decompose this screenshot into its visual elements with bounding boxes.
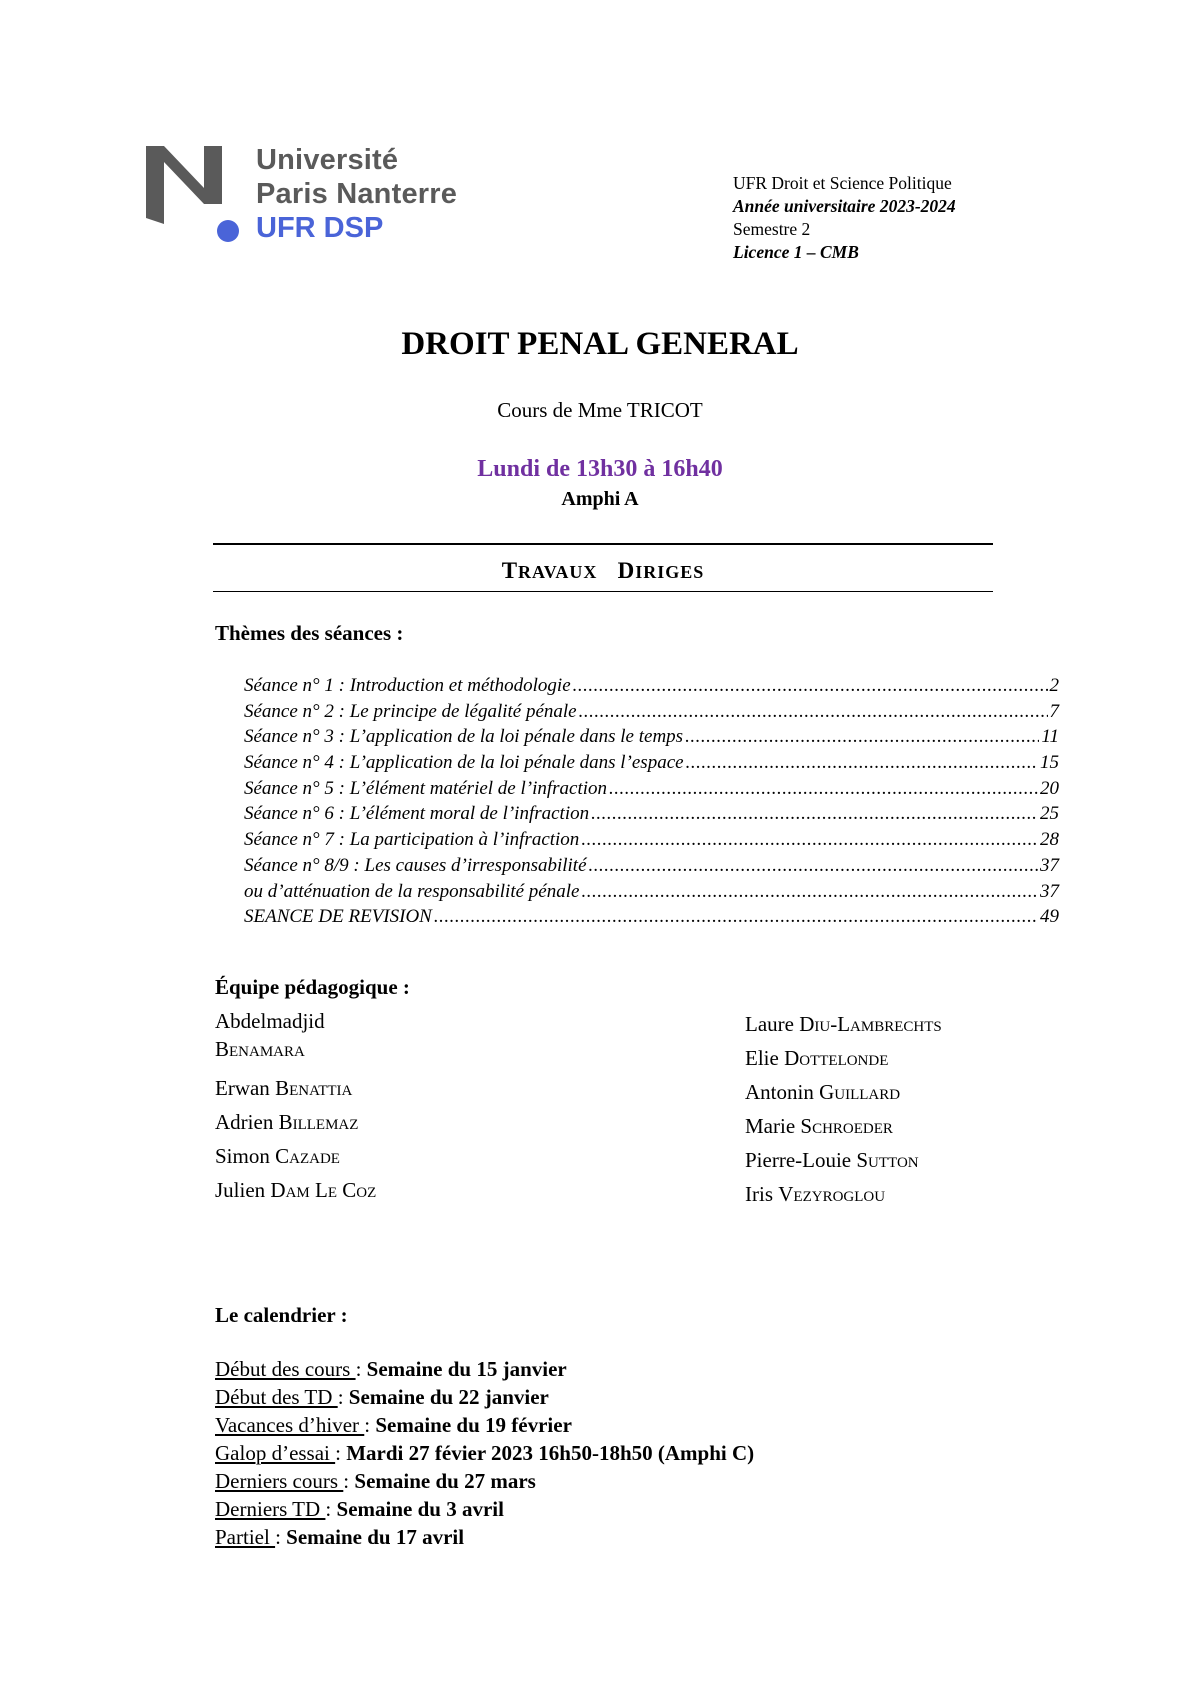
team-list-left [215, 1007, 495, 1207]
team-member: Antonin Guillard [745, 1080, 901, 1104]
calendar-item: Derniers cours : Semaine du 27 mars [215, 1469, 536, 1493]
team-member: Pierre-Louie Sutton [745, 1148, 919, 1172]
themes-heading: Thèmes des séances : [215, 621, 404, 645]
course-room: Amphi A [561, 488, 639, 510]
header-academic-year: Année universitaire 2023-2024 [733, 196, 956, 216]
team-heading: Équipe pédagogique : [215, 975, 410, 999]
header-ufr: UFR Droit et Science Politique [733, 173, 952, 193]
toc-entry[interactable]: ou d’atténuation de la responsabilité pénale ..... 37 [244, 881, 1059, 907]
toc-entry[interactable]: Séance n° 2 : Le principe de légalité pénale ..... 7 [244, 701, 1059, 727]
toc-entry[interactable]: Séance n° 1 : Introduction et méthodologie ..... 2 [244, 675, 1059, 701]
team-member: Abdelmadjid Benamara [215, 1009, 325, 1061]
banner-top-rule [213, 543, 993, 545]
toc-entry[interactable]: SEANCE DE REVISION ..... 49 [244, 906, 1059, 932]
toc-entry[interactable]: Séance n° 5 : L’élément matériel de l’infraction ..... 20 [244, 778, 1059, 804]
team-member: Julien Dam Le Coz [215, 1178, 377, 1202]
team-list-right [745, 1007, 1105, 1211]
logo-dot-icon [217, 220, 239, 242]
course-teacher: Cours de Mme TRICOT [497, 398, 703, 422]
calendar-item: Derniers TD : Semaine du 3 avril [215, 1497, 504, 1521]
calendar-item: Galop d’essai : Mardi 27 févier 2023 16h50-18h50 (Amphi C) [215, 1441, 755, 1465]
team-member: Iris Vezyroglou [745, 1182, 886, 1206]
logo-paris-nanterre-text: Paris Nanterre [256, 178, 458, 210]
calendar-item: Vacances d’hiver : Semaine du 19 février [215, 1413, 572, 1437]
calendar-item: Début des TD : Semaine du 22 janvier [215, 1385, 549, 1409]
document-title: DROIT PENAL GENERAL [401, 326, 799, 362]
table-of-contents [244, 675, 1059, 932]
team-member: Marie Schroeder [745, 1114, 893, 1138]
toc-entry[interactable]: Séance n° 6 : L’élément moral de l’infraction ..... 25 [244, 803, 1059, 829]
header-info [733, 172, 956, 264]
calendar-item: Partiel : Semaine du 17 avril [215, 1525, 465, 1549]
toc-entry[interactable]: Séance n° 4 : L’application de la loi pénale dans l’espace ..... 15 [244, 752, 1059, 778]
header-semester: Semestre 2 [733, 219, 811, 239]
calendar-heading: Le calendrier : [215, 1303, 348, 1327]
team-member: Erwan Benattia [215, 1076, 353, 1100]
toc-entry[interactable]: Séance n° 8/9 : Les causes d’irresponsabilité ..... 37 [244, 855, 1059, 881]
nanterre-logo-mark-icon [146, 146, 238, 224]
course-schedule: Lundi de 13h30 à 16h40 [477, 456, 723, 482]
calendar-item: Début des cours : Semaine du 15 janvier [215, 1357, 567, 1381]
team-member: Simon Cazade [215, 1144, 340, 1168]
team-member: Elie Dottelonde [745, 1046, 889, 1070]
calendar-list [215, 1357, 754, 1553]
logo-ufr-dsp-text: UFR DSP [256, 212, 384, 244]
toc-entry[interactable]: Séance n° 7 : La participation à l’infraction ..... 28 [244, 829, 1059, 855]
team-member: Adrien Billemaz [215, 1110, 359, 1134]
travaux-diriges-heading: TRAVAUX DIRIGES [501, 558, 705, 583]
header-level: Licence 1 – CMB [733, 242, 859, 262]
university-logo [146, 140, 486, 250]
team-member: Laure Diu-Lambrechts [745, 1012, 942, 1036]
toc-entry[interactable]: Séance n° 3 : L’application de la loi pénale dans le temps ..... 11 [244, 726, 1059, 752]
banner-bottom-rule [213, 591, 993, 592]
logo-university-text: Université [256, 144, 399, 176]
